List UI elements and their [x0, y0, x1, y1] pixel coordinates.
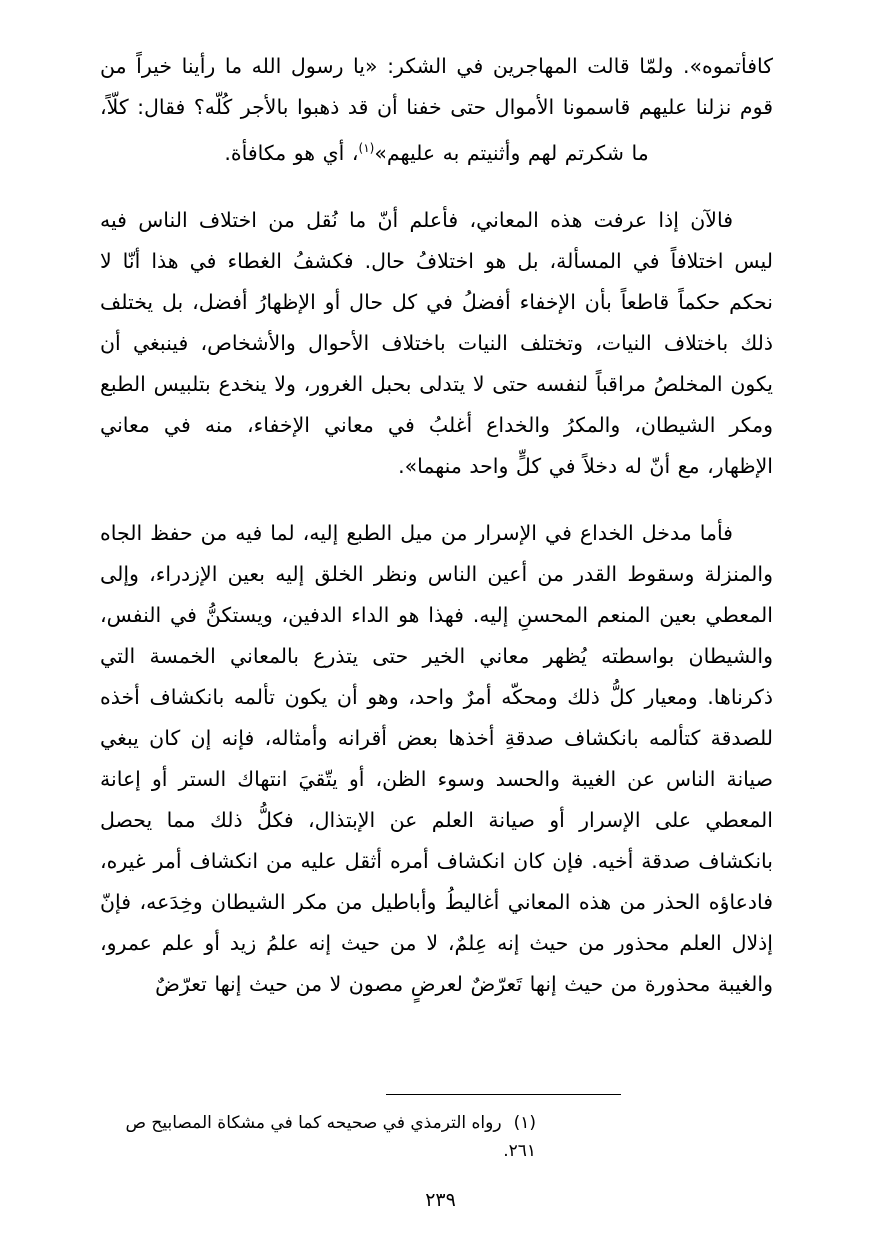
footnote-entry	[108, 1109, 781, 1165]
page-body	[100, 46, 773, 1005]
paragraph-1-text: كافأتموه». ولمّا قالت المهاجرين في الشكر: «يا رسول الله ما رأينا خيراً من قوم نزلنا عليهم قاسمونا الأموال حتى خفنا أن قد ذهبوا بالأجر كُلّه؟ فقال: كلّاً، ما شكرتم لهم وأثنيتم به عليهم»	[100, 54, 773, 165]
footnote-number: (١)	[513, 1113, 536, 1133]
paragraph-2	[100, 200, 773, 487]
paragraph-3	[100, 513, 773, 1005]
paragraph-2-text: فالآن إذا عرفت هذه المعاني، فأعلم أنّ ما نُقل من اختلاف الناس فيه ليس اختلافاً في المسألة، بل هو اختلافُ حال. فكشفُ الغطاء في هذا أنّا لا نحكم حكماً قاطعاً بأن الإخفاء أفضلُ في كل حال أو الإظهارُ أفضل، بل يختلف ذلك باختلاف النيات، وتختلف النيات باختلاف الأحوال والأشخاص، فينبغي أن يكون المخلصُ مراقباً لنفسه حتى لا يتدلى بحبل الغرور، ولا ينخدع بتلبيس الطبع ومكر الشيطان، والمكرُ والخداع أغلبُ في معاني الإخفاء، منه في معاني الإظهار، مع أنّ له دخلاً في كلٍّ واحد منهما».	[100, 207, 773, 478]
paragraph-1	[100, 46, 773, 174]
footnote-reference-1: (١)	[358, 141, 375, 155]
paragraph-3-text: فأما مدخل الخداع في الإسرار من ميل الطبع إليه، لما فيه من حفظ الجاه والمنزلة وسقوط القدر من أعين الناس ونظر الخلق إليه بعين الإزدراء، وإلى المعطي بعين المنعم المحسنِ إليه. فهذا هو الداء الدفين، ويستكنُّ في النفس، والشيطان بواسطته يُظهر معاني الخير حتى يتذرع بالمعاني الخمسة التي ذكرناها. ومعيار كلُّ ذلك ومحكّه أمرٌ واحد، وهو أن يكون تألمه بانكشاف أخذه للصدقة كتألمه بانكشاف صدقةِ أخذها بعض أقرانه وأمثاله، فإنه إن كان يبغي صيانة الناس عن الغيبة والحسد وسوء الظن، أو يتّقيَ انتهاك الستر أو إعانة المعطي على الإسرار أو صيانة العلم عن الإبتذال، فكلُّ ذلك مما يحصل بانكشاف صدقة أخيه. فإن كان انكشاف أمره أثقل عليه من انكشاف أمر غيره، فادعاؤه الحذر من هذه المعاني أغاليطُ وأباطيل من مكر الشيطان وخِدَعه، فإنّ إذلال العلم محذور من حيث إنه عِلمٌ، لا من حيث إنه علمُ زيد أو علم عمرو، والغيبة محذورة من حيث إنها تَعرّضٌ لعرضٍ مصون لا من حيث إنها تعرّضٌ	[100, 520, 773, 996]
footnote-text: رواه الترمذي في صحيحه كما في مشكاة المصابيح ص ٢٦١.	[125, 1113, 536, 1161]
paragraph-1-tail: ، أي هو مكافأة.	[224, 140, 359, 165]
footnote-separator	[386, 1094, 621, 1095]
footnote-area	[108, 1094, 781, 1165]
page-number: ٢٣٩	[425, 1189, 456, 1211]
